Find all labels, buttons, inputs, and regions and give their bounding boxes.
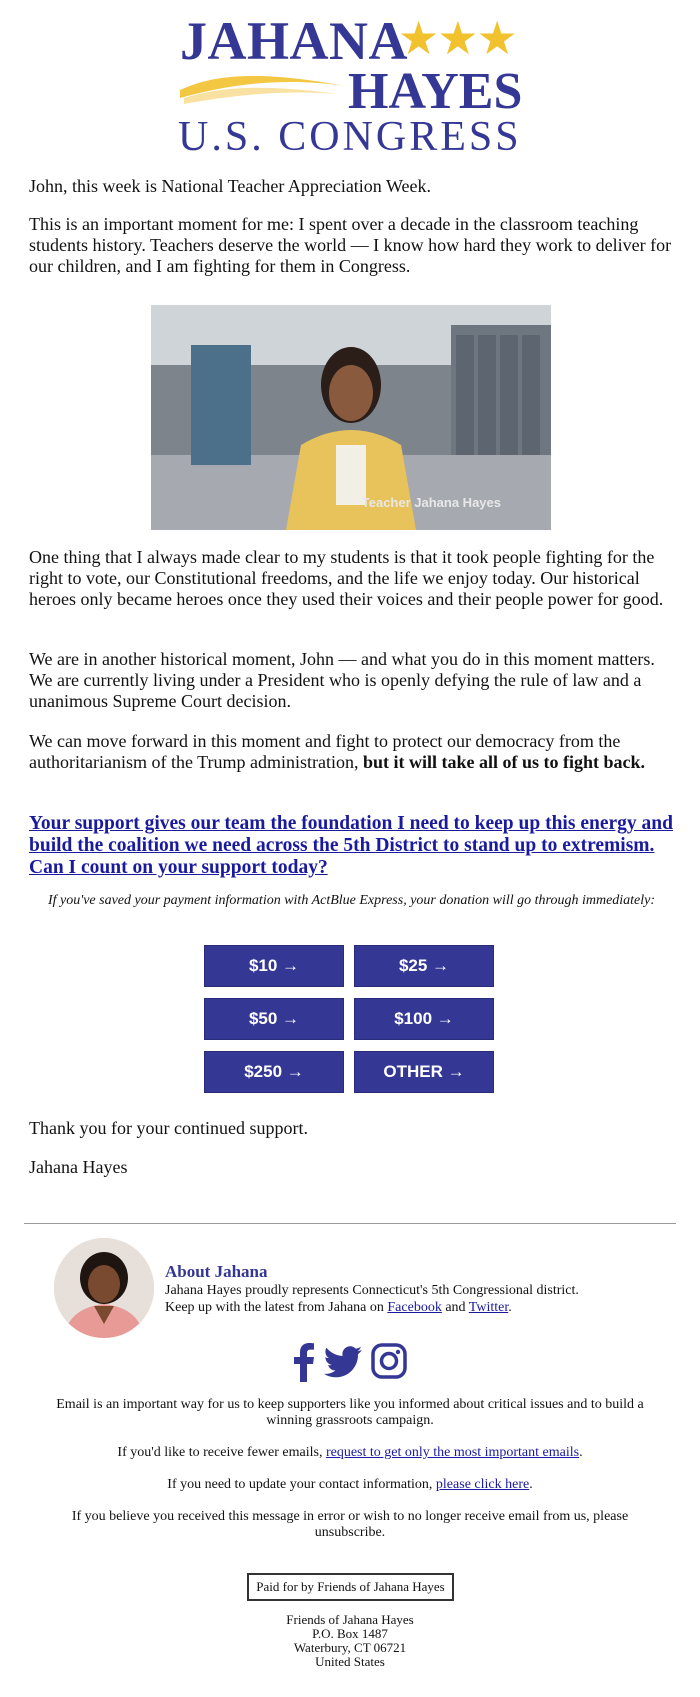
about-line-2-text: Keep up with the latest from Jahana on <box>165 1300 388 1315</box>
donate-100-button[interactable]: $100 → <box>354 998 494 1040</box>
donate-250-button[interactable]: $250 → <box>204 1051 344 1093</box>
donate-25-button[interactable]: $25 → <box>354 945 494 987</box>
donate-cta-link[interactable]: Your support gives our team the foundation I need to keep up this energy and build the coalition we need across the 5th District to stand up to extremism. Can I count on your support today? <box>29 813 673 878</box>
mailing-address <box>200 1613 500 1669</box>
paragraph-3: We are in another historical moment, John — and what you do in this moment matters. We are currently living under a President who is openly defying the rule of law and a unanimous Supreme Court decision. <box>29 649 655 711</box>
hero-image-caption: Teacher Jahana Hayes <box>361 495 501 510</box>
address-line-2: P.O. Box 1487 <box>312 1626 388 1641</box>
facebook-icon[interactable] <box>290 1340 316 1382</box>
twitter-icon[interactable] <box>322 1340 364 1382</box>
actblue-express-note: If you've saved your payment information with ActBlue Express, your donation will go through immediately: <box>47 893 656 908</box>
fewer-emails-period: . <box>579 1445 583 1460</box>
paragraph-4 <box>29 731 674 773</box>
email-info-text: Email is an important way for us to keep supporters like you informed about critical issues and to build a winning grassroots campaign. <box>56 1397 644 1428</box>
donate-other-button[interactable]: OTHER → <box>354 1051 494 1093</box>
about-title: About Jahana <box>165 1262 268 1281</box>
about-text <box>165 1282 665 1316</box>
hero-image[interactable] <box>151 305 551 530</box>
paragraph-1: This is an important moment for me: I spent over a decade in the classroom teaching students history. Teachers deserve the world — I know how hard they work to deliver for our children, and I am fighting for them in Congress. <box>29 214 672 276</box>
logo-subtitle: U.S. CONGRESS <box>178 114 522 160</box>
address-line-3: Waterbury, CT 06721 <box>293 1640 407 1655</box>
footer-divider <box>24 1223 676 1224</box>
twitter-link[interactable]: Twitter <box>468 1300 509 1315</box>
update-contact-text <box>40 1477 660 1493</box>
fewer-emails-text <box>40 1445 660 1461</box>
logo-first-name: JAHANA <box>180 11 408 71</box>
thanks-text: Thank you for your continued support. <box>29 1118 308 1138</box>
unsubscribe-text: If you believe you received this message in error or wish to no longer receive email from us, please unsubscribe. <box>71 1509 629 1540</box>
avatar <box>54 1238 154 1338</box>
about-period: . <box>508 1300 512 1315</box>
paragraph-4-text: We can move forward in this moment and fight to protect our democracy from the authoritarianism of the Trump administration, <box>29 731 621 772</box>
campaign-logo <box>178 10 538 160</box>
about-line-2 <box>165 1299 665 1316</box>
logo-swoosh-graphic <box>178 68 348 108</box>
instagram-icon[interactable] <box>371 1340 407 1382</box>
signature: Jahana Hayes <box>29 1157 128 1177</box>
address-line-4: United States <box>315 1654 385 1669</box>
logo-stars: ★★★ <box>398 13 516 64</box>
about-and-text: and <box>441 1300 469 1315</box>
address-line-1: Friends of Jahana Hayes <box>286 1612 414 1627</box>
update-contact-period: . <box>529 1477 533 1492</box>
logo-last-name: HAYES <box>348 63 523 120</box>
greeting: John, this week is National Teacher Appreciation Week. <box>29 176 432 196</box>
update-contact-prefix: If you need to update your contact information, <box>167 1477 436 1492</box>
paid-for-disclaimer: Paid for by Friends of Jahana Hayes <box>247 1573 454 1601</box>
facebook-link[interactable]: Facebook <box>387 1300 442 1315</box>
paragraph-2: One thing that I always made clear to my students is that it took people fighting for the right to vote, our Constitutional freedoms, and the life we enjoy today. Our historical heroes only became heroes once they used their voices and their people power for good. <box>29 547 664 609</box>
update-contact-link[interactable]: please click here <box>435 1477 530 1492</box>
fewer-emails-link[interactable]: request to get only the most important emails <box>325 1445 580 1460</box>
about-line-1: Jahana Hayes proudly represents Connecticut's 5th Congressional district. <box>165 1283 579 1298</box>
fewer-emails-prefix: If you'd like to receive fewer emails, <box>117 1445 326 1460</box>
avatar-photo-graphic <box>54 1238 154 1338</box>
paragraph-4-emphasis: but it will take all of us to fight back. <box>362 752 645 772</box>
donate-10-button[interactable]: $10 → <box>204 945 344 987</box>
donate-50-button[interactable]: $50 → <box>204 998 344 1040</box>
